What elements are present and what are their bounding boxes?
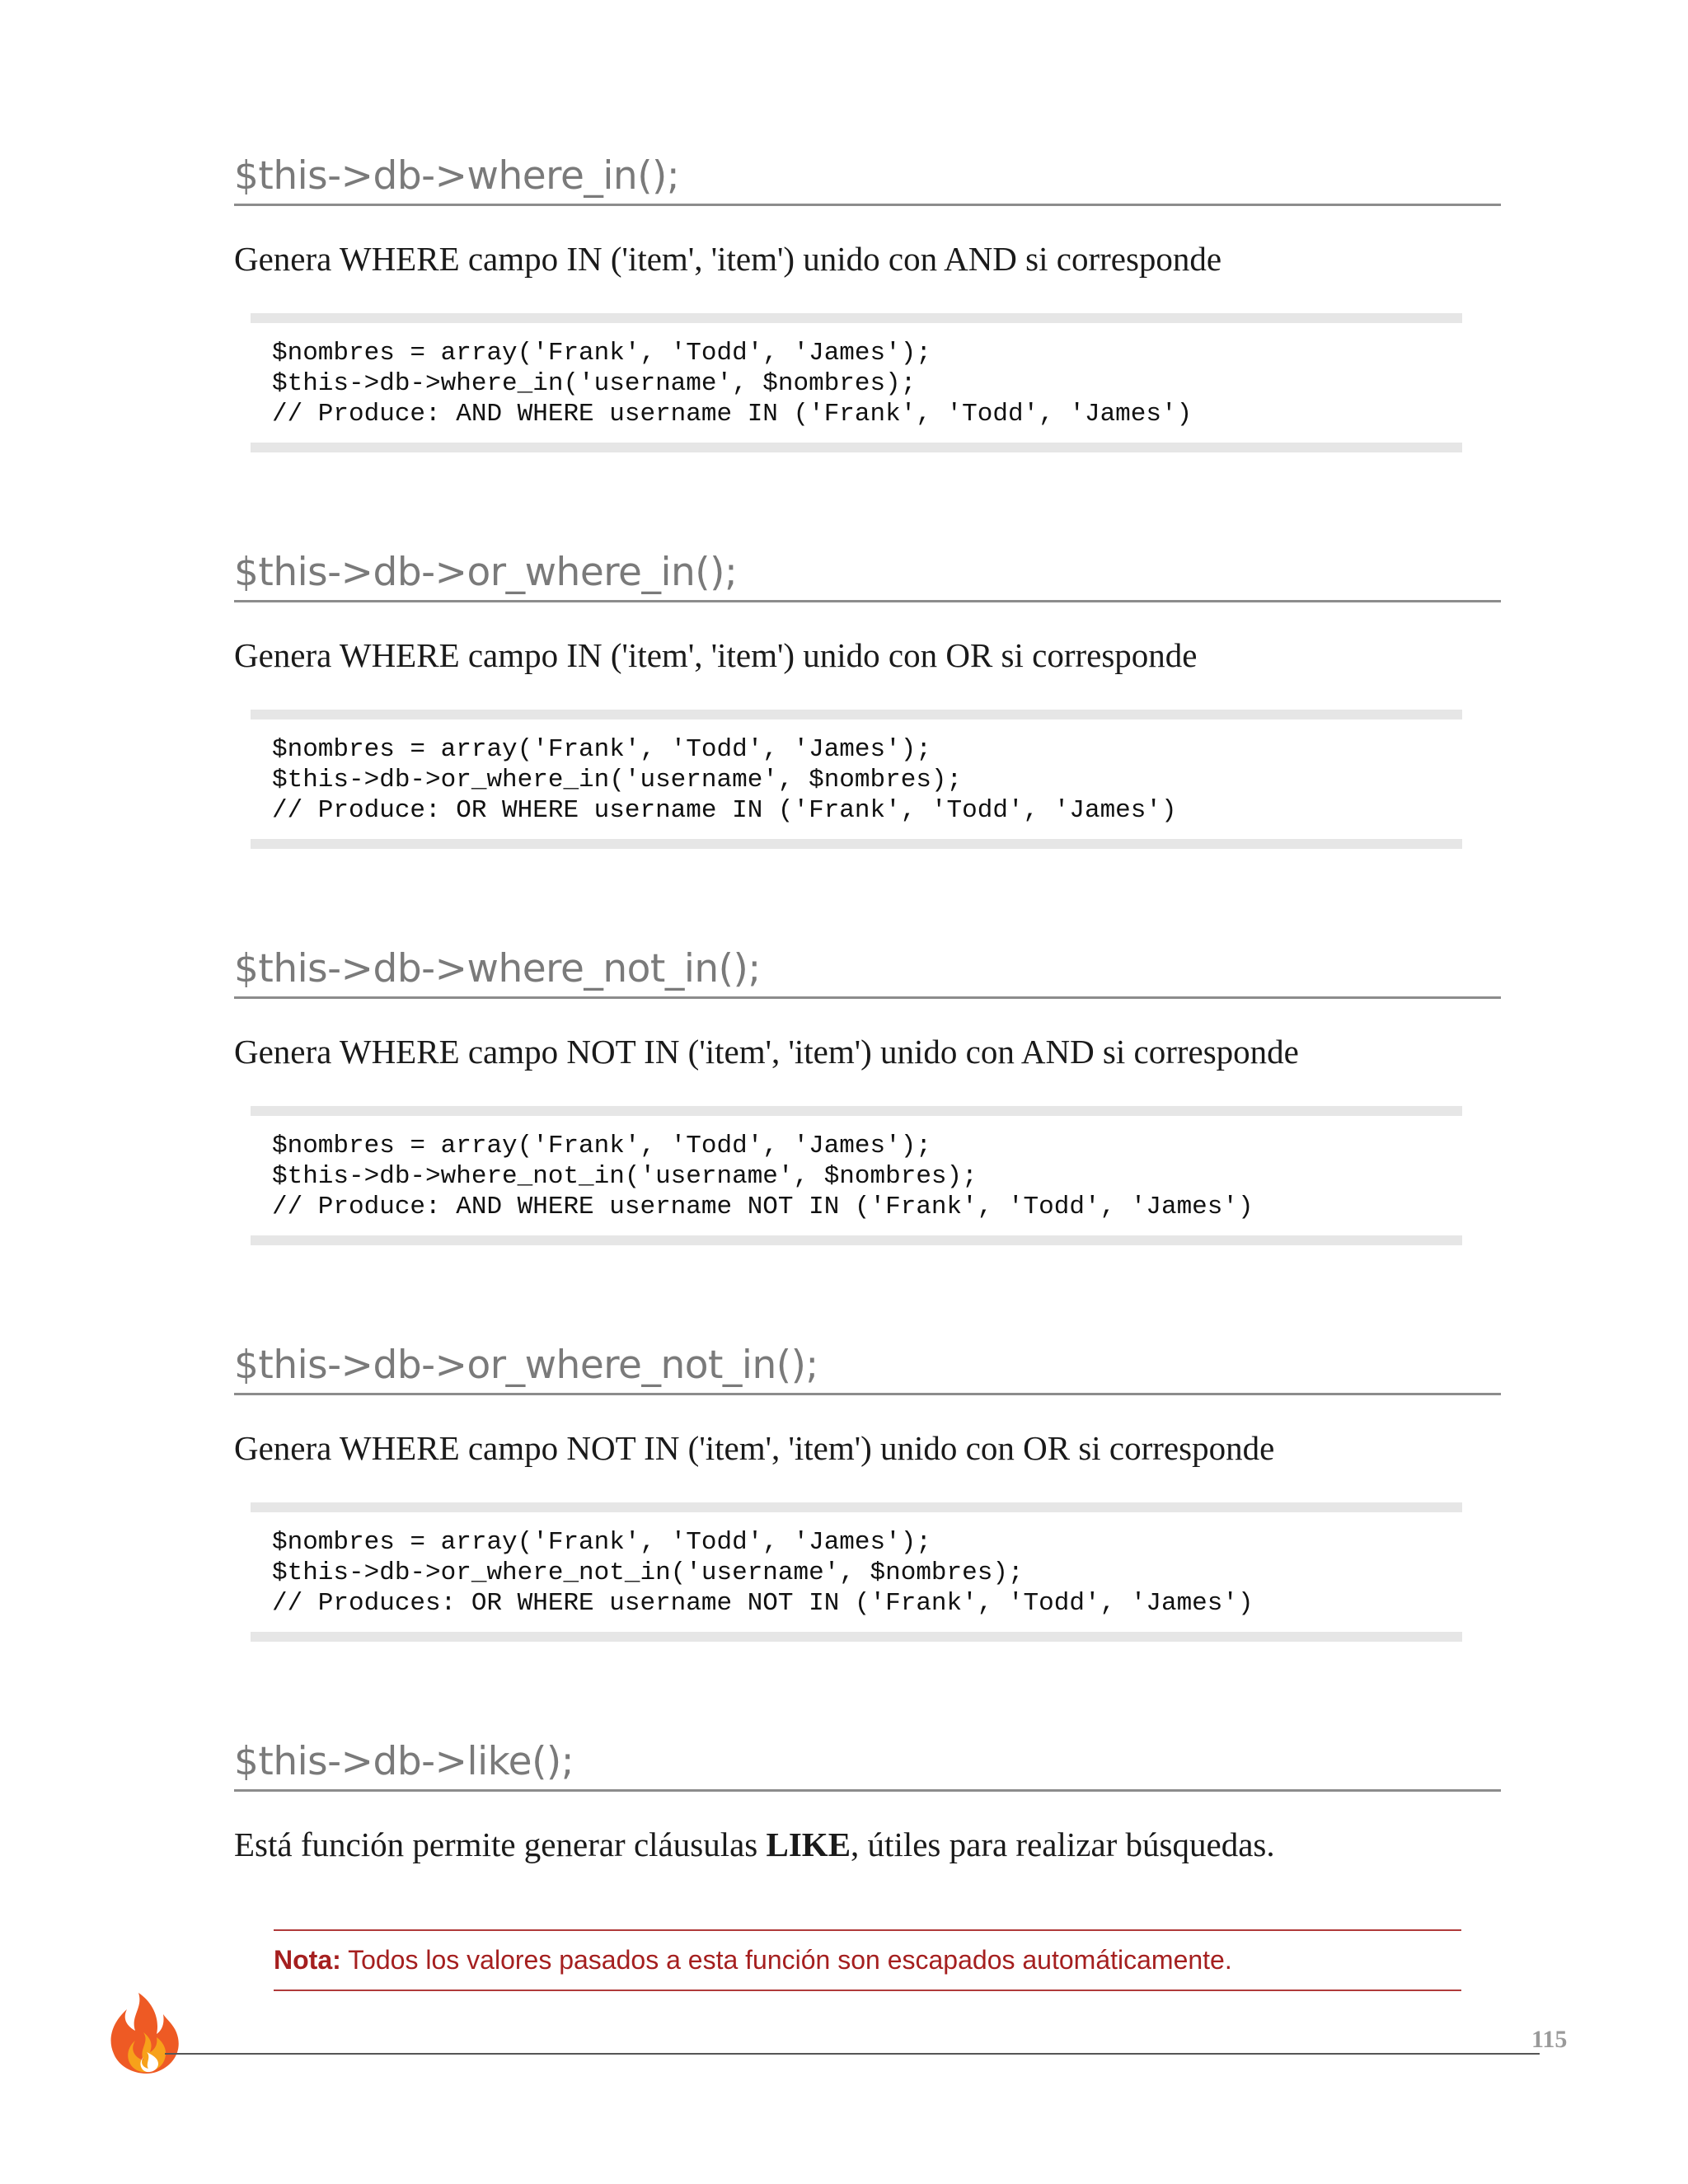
section-heading: $this->db->where_not_in();	[234, 942, 1501, 999]
section-heading: $this->db->or_where_in();	[234, 546, 1501, 602]
code-block	[251, 1502, 1462, 1642]
code-line: // Produce: AND WHERE username NOT IN ('Frank', 'Todd', 'James')	[272, 1193, 1254, 1221]
section-description: Genera WHERE campo IN ('item', 'item') unido con AND si corresponde	[234, 240, 1222, 278]
codeigniter-flame-icon	[106, 1991, 181, 2077]
code-block	[251, 313, 1462, 452]
note-label: Nota:	[274, 1945, 341, 1975]
section-where-not-in	[234, 942, 1501, 1245]
code-line: $nombres = array('Frank', 'Todd', 'James');	[272, 339, 931, 368]
description-text: Está función permite generar cláusulas	[234, 1825, 767, 1863]
description-keyword: LIKE	[766, 1825, 851, 1863]
note-text: Todos los valores pasados a esta función son escapados automáticamente.	[340, 1945, 1232, 1975]
code-line: // Produces: OR WHERE username NOT IN ('Frank', 'Todd', 'James')	[272, 1589, 1254, 1618]
section-description: Genera WHERE campo NOT IN ('item', 'item') unido con AND si corresponde	[234, 1033, 1299, 1071]
code-line: $nombres = array('Frank', 'Todd', 'James');	[272, 1132, 931, 1160]
code-line: $nombres = array('Frank', 'Todd', 'James');	[272, 735, 931, 764]
code-line: $nombres = array('Frank', 'Todd', 'James');	[272, 1528, 931, 1557]
section-heading: $this->db->like();	[234, 1735, 1501, 1792]
page-number: 115	[1531, 2026, 1568, 2053]
description-text: , útiles para realizar búsquedas.	[851, 1825, 1275, 1863]
code-line: $this->db->or_where_in('username', $nombres);	[272, 766, 963, 794]
code-block	[251, 1106, 1462, 1245]
section-or-where-in	[234, 546, 1501, 849]
footer-divider	[165, 2053, 1540, 2055]
code-line: $this->db->where_not_in('username', $nombres);	[272, 1162, 978, 1191]
section-description	[234, 1821, 1501, 1868]
code-line: // Produce: AND WHERE username IN ('Frank', 'Todd', 'James')	[272, 400, 1193, 429]
code-line: $this->db->where_in('username', $nombres);	[272, 369, 917, 398]
section-heading: $this->db->where_in();	[234, 149, 1501, 206]
section-description: Genera WHERE campo IN ('item', 'item') unido con OR si corresponde	[234, 636, 1198, 674]
section-like	[234, 1735, 1501, 1868]
code-line: $this->db->or_where_not_in('username', $nombres);	[272, 1558, 1024, 1587]
section-where-in	[234, 149, 1501, 452]
code-block	[251, 710, 1462, 849]
section-description: Genera WHERE campo NOT IN ('item', 'item') unido con OR si corresponde	[234, 1429, 1275, 1467]
code-line: // Produce: OR WHERE username IN ('Frank', 'Todd', 'James')	[272, 796, 1177, 825]
section-or-where-not-in	[234, 1338, 1501, 1642]
section-heading: $this->db->or_where_not_in();	[234, 1338, 1501, 1395]
note-box	[274, 1929, 1461, 1991]
